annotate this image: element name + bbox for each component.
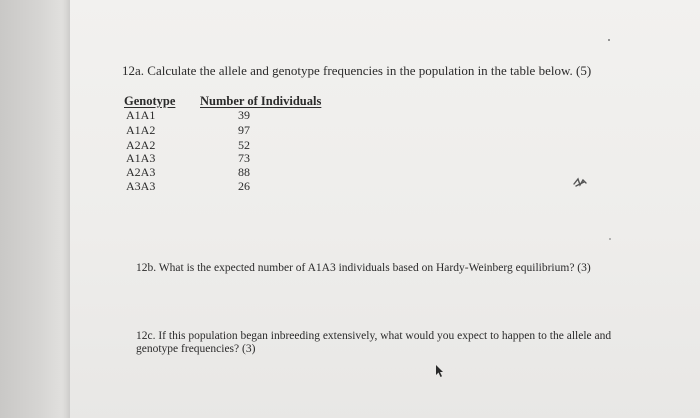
question-12c: 12c. If this population began inbreeding extensively, what would you expect to happen to the allele and genotype frequencies? (3) [136,330,612,355]
table-cell-count: 97 [238,123,250,137]
table-cell-genotype: A2A2 [126,138,156,152]
table-header-genotype: Genotype [124,94,176,108]
table-cell-genotype: A3A3 [126,179,156,193]
table-cell-count: 52 [238,138,250,152]
table-cell-genotype: A1A1 [126,108,156,122]
table-header-number: Number of Individuals [200,94,322,108]
table-cell-count: 88 [238,165,250,179]
table-cell-genotype: A1A3 [126,151,156,165]
table-cell-count: 39 [238,108,250,122]
table-cell-count: 73 [238,151,250,165]
table-cell-genotype: A2A3 [126,165,156,179]
table-cell-genotype: A1A2 [126,123,156,137]
table-cell-count: 26 [238,179,250,193]
question-12b: 12b. What is the expected number of A1A3 individuals based on Hardy-Weinberg equilibrium? (3) [136,262,591,274]
question-12a: 12a. Calculate the allele and genotype frequencies in the population in the table below. (5) [122,63,592,78]
